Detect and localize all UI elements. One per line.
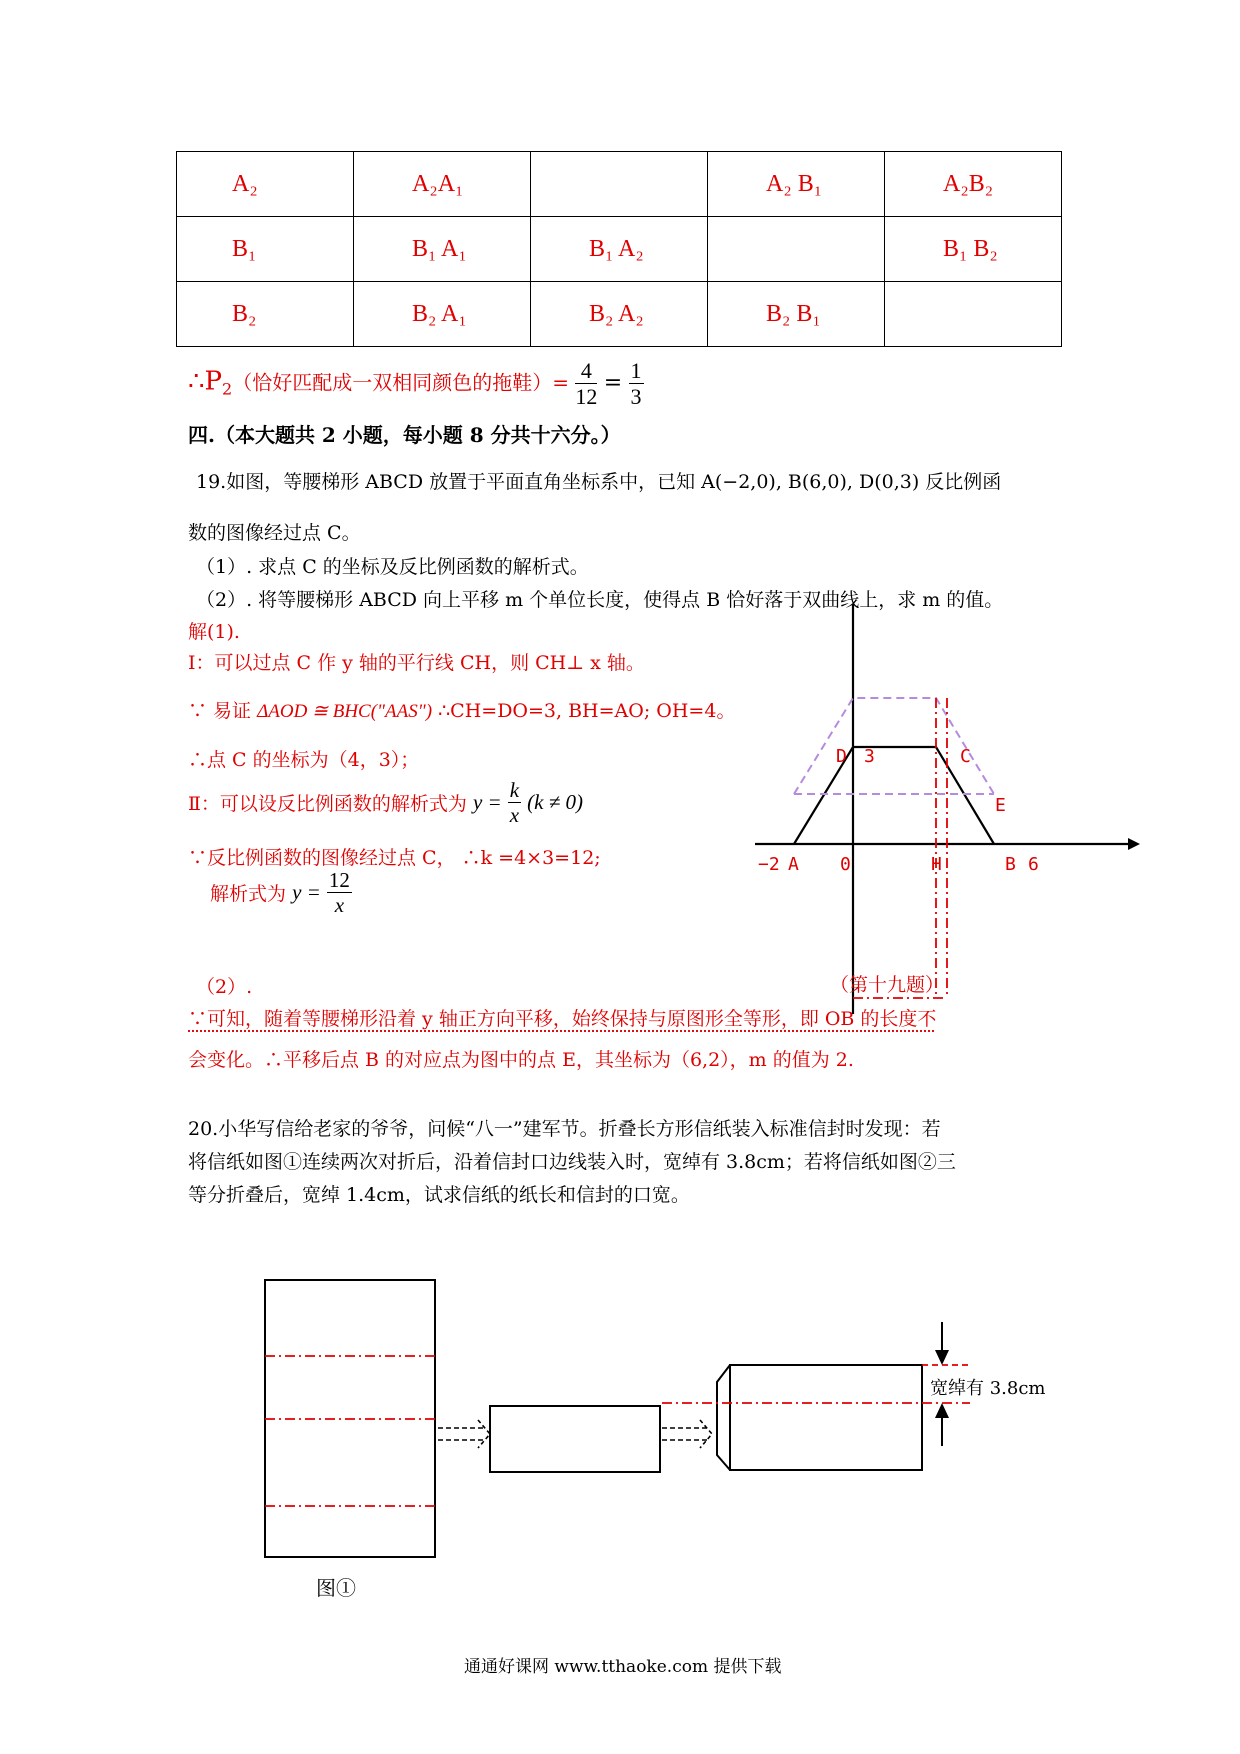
solution-k-value: ∵反比例函数的图像经过点 C， ∴k =4×3=12; [188,847,601,869]
part2-solution-header: （2）. [196,976,253,998]
x-axis-arrow [1128,838,1140,850]
table-cell: B₁ [177,217,354,282]
q20-line3: 等分折叠后，宽绰 1.4cm，试求信纸的纸长和信封的口宽。 [188,1184,690,1206]
table-row [177,152,1062,217]
label-6: 6 [1028,854,1039,875]
arrow-head-icon [700,1420,712,1448]
q19-part1: （1）. 求点 C 的坐标及反比例函数的解析式。 [196,556,589,578]
table-cell: A₂ B₁ [708,152,885,217]
table-cell: B₁ A₂ [531,217,708,282]
figure-20-caption: 图① [316,1576,356,1600]
fraction: $\frac{k}{x}$ [509,778,520,828]
table-cell [531,152,708,217]
table-cell: B₂ B₁ [708,282,885,347]
envelope [730,1365,922,1470]
table-cell: B₂ [177,282,354,347]
pairing-table [176,151,1062,347]
arrow-down-icon [935,1350,949,1365]
solution-step-i: Ⅰ：可以过点 C 作 y 轴的平行线 CH，则 CH⊥ x 轴。 [188,652,645,674]
section-heading: 四.（本大题共 2 小题，每小题 8 分共十六分。） [188,423,621,447]
label-B: B [1005,854,1016,875]
fraction: $\frac{12}{x}$ [328,868,350,918]
label-H: H [931,854,942,875]
envelope-flap [717,1365,730,1470]
table-cell [885,282,1062,347]
label-minus2: −2 [758,854,780,875]
label-C: C [960,746,971,767]
table-cell: B₂ A₂ [531,282,708,347]
q20-line1: 20.小华写信给老家的爷爷，问候“八一”建军节。折叠长方形信纸装入标准信封时发现：若 [188,1118,941,1140]
probability-line: $\therefore P_2$（恰好匹配成一双相同颜色的拖鞋）= $\frac{4}{12}$ = $\frac{1}{3}$ [188,358,642,410]
fraction: $\frac{4}{12}$ [575,358,598,410]
q19-line1: 19.如图，等腰梯形 ABCD 放置于平面直角坐标系中，已知 A(−2,0), B(6,0), D(0,3) 反比例函 [196,471,1002,493]
q19-part2: （2）. 将等腰梯形 ABCD 向上平移 m 个单位长度，使得点 B 恰好落于双曲线上，求 m 的值。 [196,589,1004,611]
table-cell: B₁ B₂ [885,217,1062,282]
table-cell: A₂ [177,152,354,217]
page-footer: 通通好课网 www.tthaoke.com 提供下载 [464,1657,782,1677]
label-D: D [836,746,847,767]
gap-label: 宽绰有 3.8cm [930,1378,1046,1399]
figure-19-coordinate-diagram [740,596,1140,1016]
label-A: A [788,854,799,875]
folded-paper [490,1406,660,1472]
q19-line2: 数的图像经过点 C。 [188,522,361,544]
part2-solution-line1: ∵可知，随着等腰梯形沿着 y 轴正方向平移，始终保持与原图形全等形，即 OB 的长度不 [188,1008,937,1030]
label-3: 3 [864,746,875,767]
solution-expression: 解析式为 y = $\frac{12}{x}$ [210,868,350,918]
part2-solution-line2: 会变化。∴平移后点 B 的对应点为图中的点 E，其坐标为（6,2），m 的值为 2. [188,1049,854,1071]
label-E: E [995,795,1006,816]
solution-coordinate: ∴点 C 的坐标为（4，3）； [188,749,420,771]
table-row [177,217,1062,282]
solution-header: 解(1). [188,621,240,643]
figure-19-caption: （第十九题） [830,974,945,996]
solution-congruence: ∵ 易证 ΔAOD ≅ BHC("AAS") ∴CH=DO=3, BH=AO; OH=4。 [188,700,736,722]
arrow-head-icon [478,1420,490,1448]
table-cell: A₂B₂ [885,152,1062,217]
label-O: 0 [840,854,851,875]
table-cell: B₁ A₁ [354,217,531,282]
solution-step-ii: Ⅱ：可以设反比例函数的解析式为 y = $\frac{k}{x}$ (k ≠ 0) [188,778,583,828]
q20-line2: 将信纸如图①连续两次对折后，沿着信封口边线装入时，宽绰有 3.8cm；若将信纸如图②三 [188,1151,956,1173]
table-row [177,282,1062,347]
table-cell: B₂ A₁ [354,282,531,347]
figure-20-folding-diagram [250,1270,1090,1610]
fraction: $\frac{1}{3}$ [630,358,642,410]
table-cell: A₂A₁ [354,152,531,217]
arrow-up-icon [935,1403,949,1418]
table-cell [708,217,885,282]
